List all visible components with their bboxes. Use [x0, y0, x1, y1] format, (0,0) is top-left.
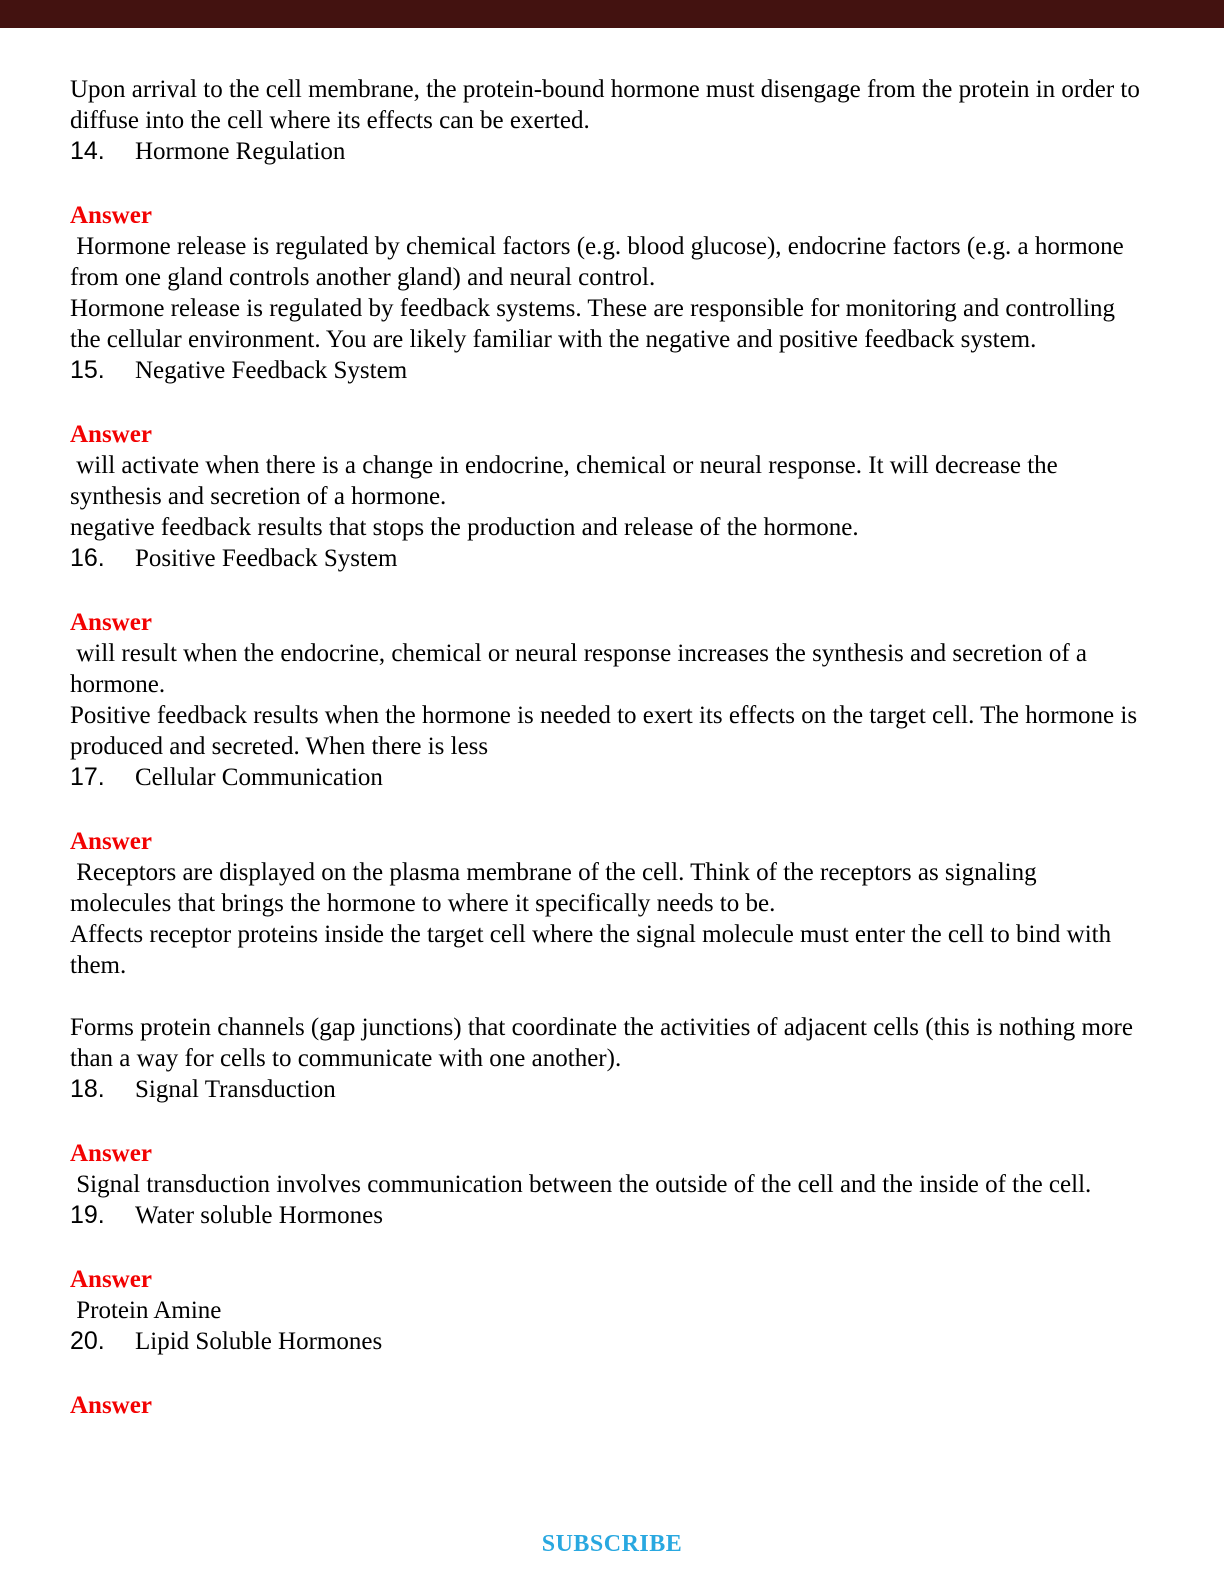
question-heading [70, 1200, 1140, 1231]
question-title: Hormone Regulation [135, 138, 346, 165]
question-heading [70, 355, 1140, 386]
question-title: Lipid Soluble Hormones [135, 1328, 383, 1355]
question-heading [70, 543, 1140, 574]
subscribe-link[interactable]: SUBSCRIBE [541, 1531, 683, 1557]
answer-label: Answer [70, 1392, 152, 1419]
question-number: 20. [70, 1327, 105, 1355]
question-number: 16. [70, 544, 105, 572]
answer-paragraph: will activate when there is a change in endocrine, chemical or neural response. It will decrease the synthesis and secretion of a hormone. [70, 452, 1065, 510]
answer-paragraph: Protein Amine [70, 1297, 222, 1324]
question-heading [70, 1074, 1140, 1105]
question-title: Negative Feedback System [135, 357, 408, 384]
question-heading [70, 1326, 1140, 1357]
answer-paragraph: Forms protein channels (gap junctions) that coordinate the activities of adjacent cells (this is nothing more than a way for cells to communicate with one another). [70, 1014, 1140, 1072]
answer-paragraph: Signal transduction involves communication between the outside of the cell and the inside of the cell. [70, 1171, 1092, 1198]
answer-label: Answer [70, 828, 152, 855]
question-title: Water soluble Hormones [135, 1202, 383, 1229]
footer [0, 1531, 1224, 1558]
question-heading [70, 136, 1140, 167]
intro-paragraph: Upon arrival to the cell membrane, the protein-bound hormone must disengage from the protein in order to diffuse into the cell where its effects can be exerted. [70, 76, 1147, 134]
answer-paragraph: Hormone release is regulated by feedback systems. These are responsible for monitoring and controlling the cellular environment. You are likely familiar with the negative and positive feedback system. [70, 295, 1122, 353]
question-number: 18. [70, 1075, 105, 1103]
answer-label: Answer [70, 1266, 152, 1293]
question-title: Positive Feedback System [135, 545, 398, 572]
question-number: 15. [70, 356, 105, 384]
question-number: 19. [70, 1201, 105, 1229]
answer-label: Answer [70, 202, 152, 229]
answer-paragraph: will result when the endocrine, chemical or neural response increases the synthesis and secretion of a hormone. [70, 640, 1094, 698]
answer-paragraph: Positive feedback results when the hormone is needed to exert its effects on the target cell. The hormone is produced and secreted. When there is less [70, 702, 1144, 760]
answer-label: Answer [70, 1140, 152, 1167]
question-number: 14. [70, 137, 105, 165]
top-bar [0, 0, 1224, 28]
answer-label: Answer [70, 609, 152, 636]
answer-paragraph: Affects receptor proteins inside the target cell where the signal molecule must enter the cell to bind with them. [70, 921, 1118, 979]
answer-paragraph: Receptors are displayed on the plasma membrane of the cell. Think of the receptors as signaling molecules that brings the hormone to where it specifically needs to be. [70, 859, 1043, 917]
answer-paragraph-blank [70, 981, 1140, 1012]
question-heading [70, 762, 1140, 793]
question-number: 17. [70, 763, 105, 791]
answer-label: Answer [70, 421, 152, 448]
document-body [0, 28, 1224, 1421]
answer-paragraph: negative feedback results that stops the production and release of the hormone. [70, 514, 859, 541]
question-title: Signal Transduction [135, 1076, 336, 1103]
question-title: Cellular Communication [135, 764, 383, 791]
answer-paragraph: Hormone release is regulated by chemical factors (e.g. blood glucose), endocrine factors (e.g. a hormone from one gland controls another gland) and neural control. [70, 233, 1130, 291]
